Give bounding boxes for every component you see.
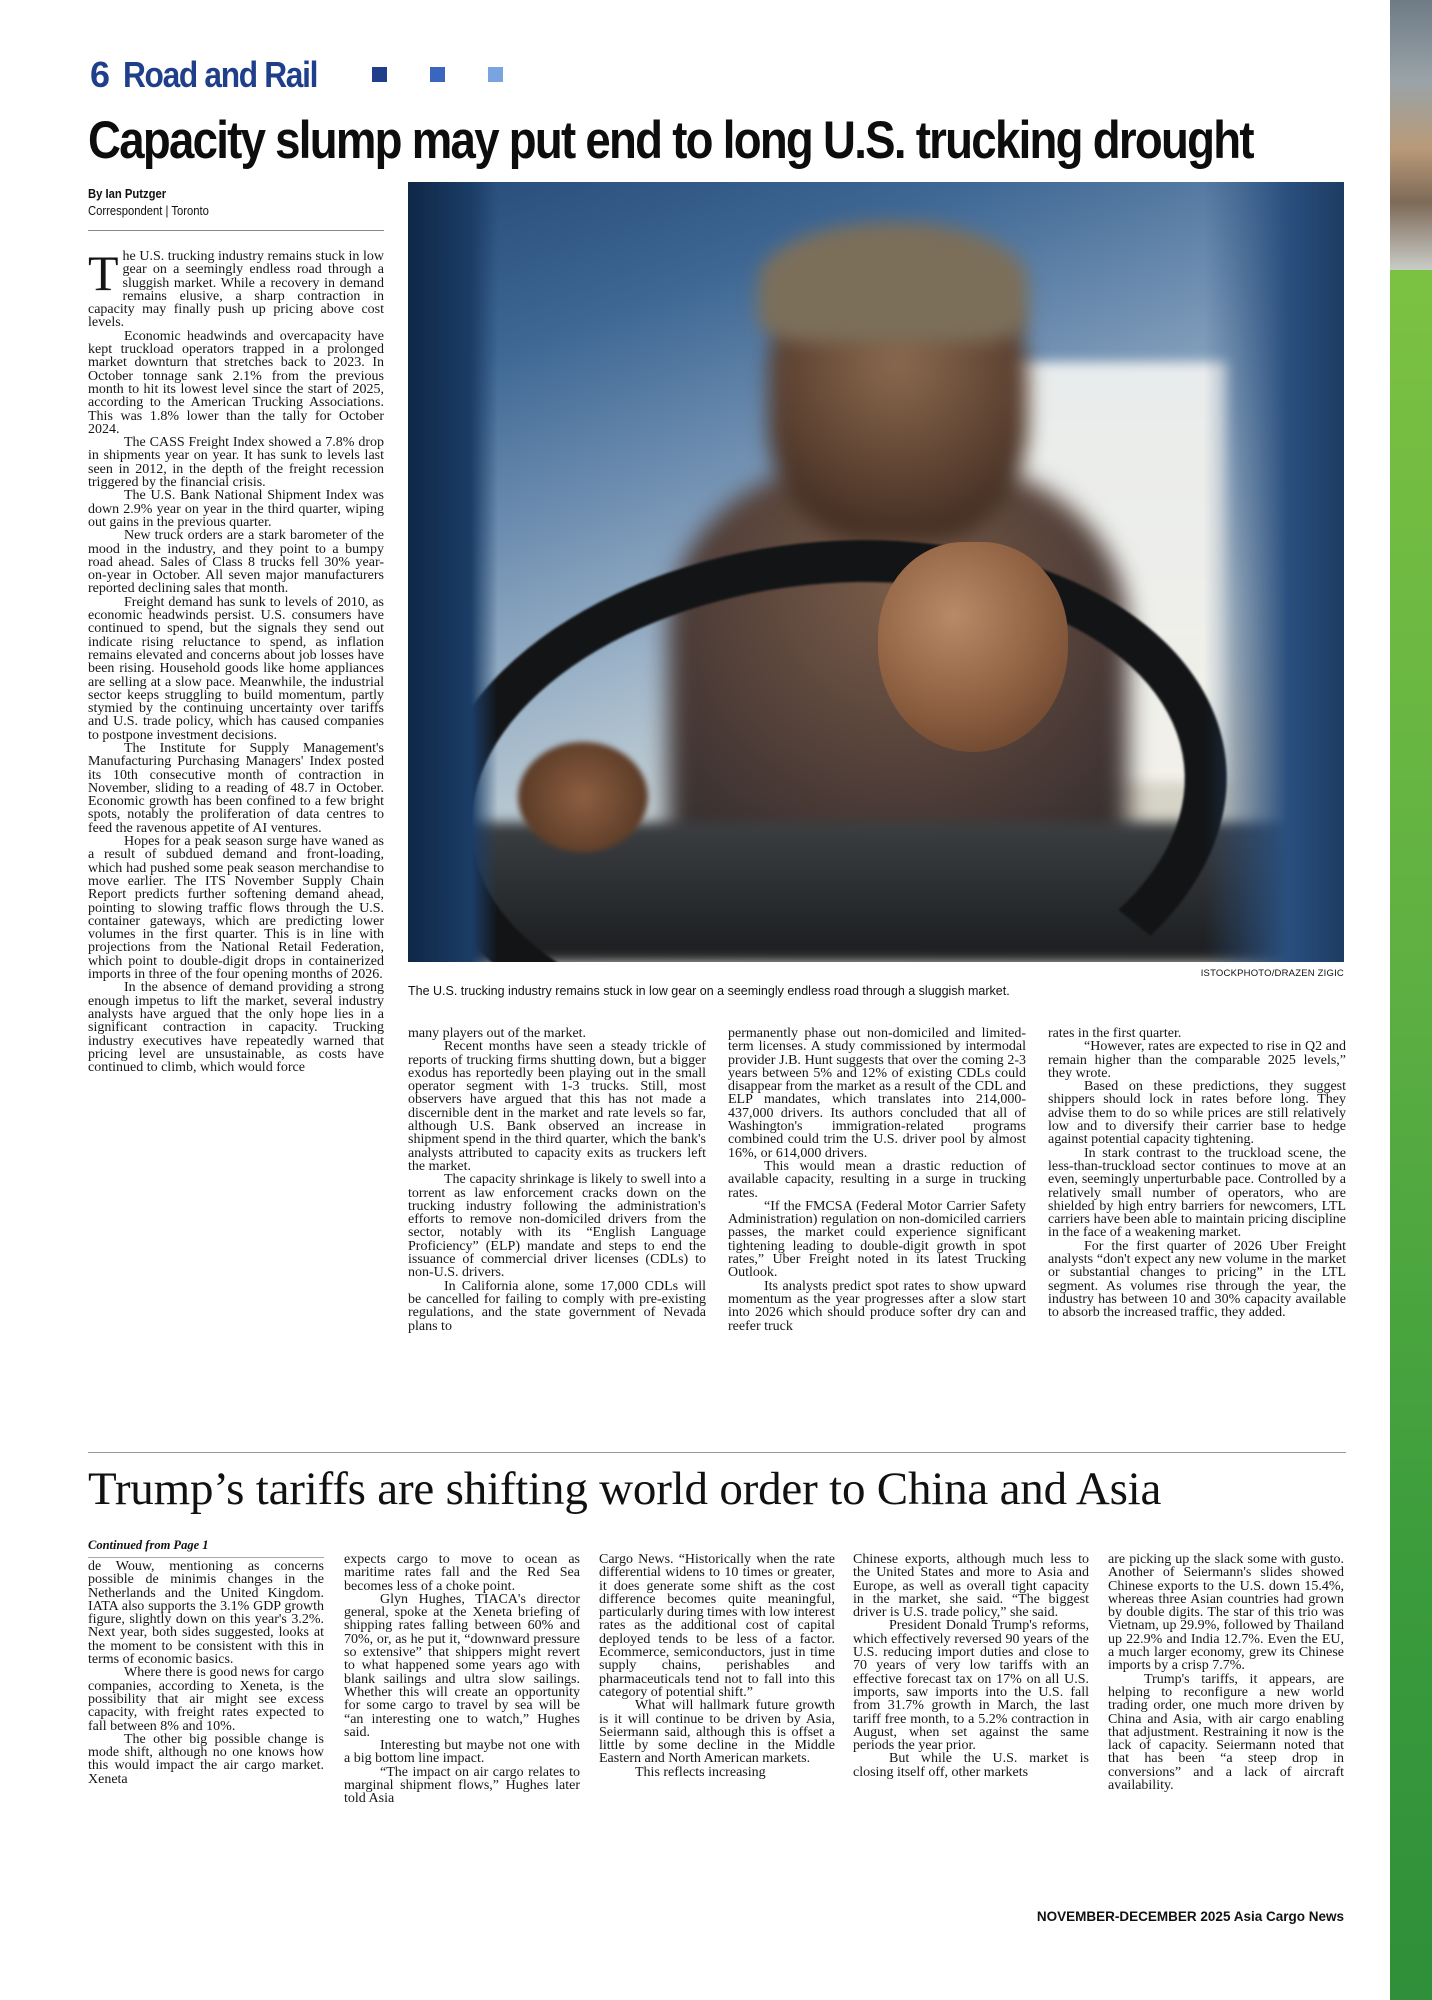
paragraph: Freight demand has sunk to levels of 2010, as economic headwinds persist. U.S. consumers have continued to spend, but the signals they send out indicate rising reluctance to spend, as inflation remains elevated and concerns about job losses have been rising. Household goods like home appliances are selling at a slow pace. Meanwhile, the industrial sector keeps struggling to build momentum, partly stymied by the continuing uncertainty over tariffs and U.S. trade policy, which has caused companies to postpone investment decisions. xyxy=(88,594,384,743)
section-divider xyxy=(88,1452,1346,1453)
section-number: 6 xyxy=(90,54,110,95)
paragraph: Interesting but maybe not one with a big bottom line impact. xyxy=(344,1738,580,1767)
paragraph: The U.S. trucking industry remains stuck in low gear on a seemingly endless road through a sluggish market. While a recovery in demand remains elusive, a sharp contraction in capacity may finally push up pricing above cost levels. xyxy=(88,245,384,331)
paragraph: New truck orders are a stark barometer of the mood in the industry, and they point to a bumpy road ahead. Sales of Class 8 trucks fell 30% year-on-year in October. All seven major manufacturers reported declining sales that month. xyxy=(88,528,384,597)
photo-cab-right xyxy=(1204,182,1344,962)
article2-column-4 xyxy=(853,1553,1089,1779)
paragraph: expects cargo to move to ocean as maritime rates fall and the Red Sea becomes less of a choke point. xyxy=(344,1552,580,1594)
article2-column-1 xyxy=(88,1560,324,1786)
photo-cab-left xyxy=(408,182,498,962)
paragraph: The CASS Freight Index showed a 7.8% drop in shipments year on year. It has sunk to levels last seen in 2012, in the depth of the freight recession triggered by the financial crisis. xyxy=(88,435,384,491)
byline-author: By Ian Putzger xyxy=(88,187,167,201)
paragraph: “The impact on air cargo relates to marginal shipment flows,” Hughes later told Asia xyxy=(344,1764,580,1807)
paragraph: “However, rates are expected to rise in Q2 and remain higher than the comparable 2025 levels,” they wrote. xyxy=(1048,1039,1346,1081)
paragraph: de Wouw, mentioning as concerns possible de minimis changes in the Netherlands and the United Kingdom. IATA also supports the 3.1% GDP growth figure, slightly down on this year's 3.2%. Next year, both sides suggested, looks at the moment to be consistent with this in terms of economic basics. xyxy=(88,1559,324,1668)
section-square-light xyxy=(488,67,503,82)
paragraph: Recent months have seen a steady trickle of reports of trucking firms shutting down, but a bigger exodus has reportedly been playing out in the small operator segment with 1-3 trucks. Still, most observers have argued that this has not made a discernible dent in the market and rate levels so far, although U.S. Bank observed an increase in shipment spend in the third quarter, which the bank's analysts attributed to capacity exits as truckers left the market. xyxy=(408,1039,706,1174)
edge-photo-strip xyxy=(1390,0,1432,270)
byline-divider xyxy=(88,230,384,231)
continued-label: Continued from Page 1 xyxy=(88,1538,209,1552)
paragraph: In California alone, some 17,000 CDLs will be cancelled for failing to comply with pre-existing regulations, and the state government of Nevada plans to xyxy=(408,1278,706,1334)
photo-driver-cap xyxy=(758,222,1028,342)
paragraph: President Donald Trump's reforms, which effectively reversed 90 years of the U.S. reducing import duties and close to 70 years of very low tariffs with an effective forecast tax on 17% on all U.S. imports, saw imports into the U.S. fall from 31.7% growth in March, the last tariff free month, to a 5.2% contraction in August, when set against the same periods the year prior. xyxy=(853,1618,1089,1754)
article2-column-2 xyxy=(344,1553,580,1806)
byline xyxy=(88,186,209,220)
article1-column-1 xyxy=(88,245,384,1076)
paragraph: permanently phase out non-domiciled and limited-term licenses. A study commissioned by intermodal provider J.B. Hunt suggests that over the coming 2-3 years between 5% and 12% of existing CDLs could disappear from the market as a result of the CDL and ELP mandates, which translates into 214,000-437,000 drivers. Its authors concluded that all of Washington's immigration-related programs combined could trim the U.S. driver pool by almost 16%, or 614,000 drivers. xyxy=(728,1026,1026,1161)
paragraph: What will hallmark future growth is it will continue to be driven by Asia, Seiermann said, although this is offset a little by some decline in the Middle Eastern and North American markets. xyxy=(599,1698,835,1767)
page-edge xyxy=(1390,0,1432,2000)
paragraph: The capacity shrinkage is likely to swell into a torrent as law enforcement cracks down on the trucking industry following the administration's efforts to remove non-domiciled drivers from the sector, notably with its “English Language Proficiency” (ELP) mandate and steps to end the issuance of commercial driver licenses (CDLs) to non-U.S. drivers. xyxy=(408,1172,706,1281)
photo-hand-left xyxy=(518,742,648,852)
paragraph: “If the FMCSA (Federal Motor Carrier Safety Administration) regulation on non-domiciled carriers passes, the market could experience significant tightening leading to double-digit growth in spot rates,” Uber Freight noted in its latest Trucking Outlook. xyxy=(728,1198,1026,1281)
paragraph: Where there is good news for cargo companies, according to Xeneta, is the possibility that air might see excess capacity, with freight rates expected to fall between 8% and 10%. xyxy=(88,1665,324,1734)
paragraph: This would mean a drastic reduction of available capacity, resulting in a surge in trucking rates. xyxy=(728,1158,1026,1201)
paragraph: Its analysts predict spot rates to show upward momentum as the year progresses after a slow start into 2026 which should produce softer dry can and reefer truck xyxy=(728,1278,1026,1334)
section-title: Road and Rail xyxy=(123,54,318,95)
paragraph: The U.S. Bank National Shipment Index was down 2.9% year on year in the third quarter, wiping out gains in the previous quarter. xyxy=(88,488,384,530)
paragraph: In stark contrast to the truckload scene, the less-than-truckload sector continues to move at an even, seemingly unperturbable pace. Controlled by a relatively small number of operators, who are shielded by high entry barriers for newcomers, LTL carriers have been able to maintain pricing discipline in the face of a weakening market. xyxy=(1048,1145,1346,1241)
paragraph: In the absence of demand providing a strong enough impetus to lift the market, several industry analysts have argued that the only hope lies in a significant contraction in capacity. Trucking industry executives have repeatedly warned that pricing level are unsustainable, as costs have continued to climb, which would force xyxy=(88,980,384,1076)
continued-divider xyxy=(88,1557,324,1558)
paragraph: are picking up the slack some with gusto. Another of Seiermann's slides showed Chinese exports to the U.S. down 15.4%, whereas three Asian countries had grown by double digits. The star of this trio was Vietnam, up 29.9%, followed by Thailand up 22.9% and India 12.7%. Even the EU, a much larger economy, grew its Chinese imports by a crisp 7.7%. xyxy=(1108,1552,1344,1674)
edge-green-strip xyxy=(1390,270,1432,2000)
photo-caption: The U.S. trucking industry remains stuck in low gear on a seemingly endless road through a sluggish market. xyxy=(408,984,1010,998)
paragraph: Glyn Hughes, TIACA's director general, spoke at the Xeneta briefing of shipping rates falling between 60% and 70%, or, as he put it, “downward pressure so extensive” that shippers might revert to what happened some years ago with blank sailings and ultra slow sailings. Whether this will create an opportunity for some cargo to travel by sea will be “an interesting one to watch,” Hughes said. xyxy=(344,1591,580,1740)
article-headline: Capacity slump may put end to long U.S. trucking drought xyxy=(88,111,1253,170)
article1-column-3 xyxy=(728,1027,1026,1333)
article1-column-2 xyxy=(408,1027,706,1333)
paragraph: many players out of the market. xyxy=(408,1026,587,1041)
paragraph: The other big possible change is mode shift, although no one knows how this would impact the air cargo market. Xeneta xyxy=(88,1731,324,1787)
article2-column-3 xyxy=(599,1553,835,1779)
paragraph: rates in the first quarter. xyxy=(1048,1026,1182,1041)
paragraph: The Institute for Supply Management's Manufacturing Purchasing Managers' Index posted its 10th consecutive month of contraction in November, sliding to a reading of 48.7 in October. Economic growth has been confined to a few bright spots, notably the proliferation of data centres to feed the ravenous appetite of AI ventures. xyxy=(88,740,384,836)
byline-role: Correspondent | Toronto xyxy=(88,204,209,218)
photo-hand xyxy=(878,542,1068,752)
article2-headline: Trump’s tariffs are shifting world order to China and Asia xyxy=(88,1463,1162,1515)
page-footer: NOVEMBER-DECEMBER 2025 Asia Cargo News xyxy=(1036,1909,1344,1924)
paragraph: Based on these predictions, they suggest shippers should lock in rates before long. They advise them to do so while prices are still relatively low and to diversify their carrier base to hedge against potential capacity tightening. xyxy=(1048,1079,1346,1148)
paragraph: Cargo News. “Historically when the rate differential widens to 10 times or greater, it does generate some shift as the cost difference becomes quite meaningful, particularly during times with low interest rates as the additional cost of capital deployed tends to be less of a factor. Ecommerce, semiconductors, just in time supply chains, perishables and pharmaceuticals tend not to fall into this category of potential shift.” xyxy=(599,1552,836,1700)
article-photo xyxy=(408,182,1344,962)
paragraph: Hopes for a peak season surge have waned as a result of subdued demand and front-loading, which had pushed some peak season merchandise to move earlier. The ITS November Supply Chain Report predicts further softening demand ahead, pointing to slowing traffic flows through the U.S. container gateways, which are predicting lower volumes in the first quarter. This is in line with projections from the National Retail Federation, which point to double-digit drops in containerized imports in three of the four opening months of 2026. xyxy=(88,834,384,983)
paragraph: Economic headwinds and overcapacity have kept truckload operators trapped in a prolonged market downturn that stretches back to 2023. In October tonnage sank 2.1% from the previous month to hit its lowest level since the start of 2025, according to the American Trucking Associations. This was 1.8% lower than the tally for October 2024. xyxy=(88,328,384,437)
paragraph: For the first quarter of 2026 Uber Freight analysts “don't expect any new volume in the market or substantial changes to pricing” in the LTL segment. As volumes rise through the year, the industry has between 10 and 30% capacity available to absorb the increased traffic, they added. xyxy=(1048,1238,1346,1321)
paragraph: Trump's tariffs, it appears, are helping to reconfigure a new world trading order, one much more driven by China and Asia, with air cargo enabling that adjustment. Restraining it now is the lack of capacity. Seiermann noted that that has been “a steep drop in conversions” and a lack of aircraft availability. xyxy=(1108,1671,1344,1794)
section-square-dark xyxy=(372,67,387,82)
paragraph: This reflects increasing xyxy=(635,1764,766,1780)
drop-cap: T xyxy=(88,245,119,301)
section-header xyxy=(90,52,344,98)
section-square-mid xyxy=(430,67,445,82)
photo-credit: ISTOCKPHOTO/DRAZEN ZIGIC xyxy=(1200,968,1344,979)
article2-column-5 xyxy=(1108,1553,1344,1792)
paragraph: But while the U.S. market is closing itself off, other markets xyxy=(853,1751,1089,1780)
paragraph: Chinese exports, although much less to the United States and more to Asia and Europe, as well as overall tight capacity in the market, she said. “The biggest driver is U.S. trade policy,” she said. xyxy=(853,1552,1089,1621)
article1-column-4 xyxy=(1048,1027,1346,1320)
